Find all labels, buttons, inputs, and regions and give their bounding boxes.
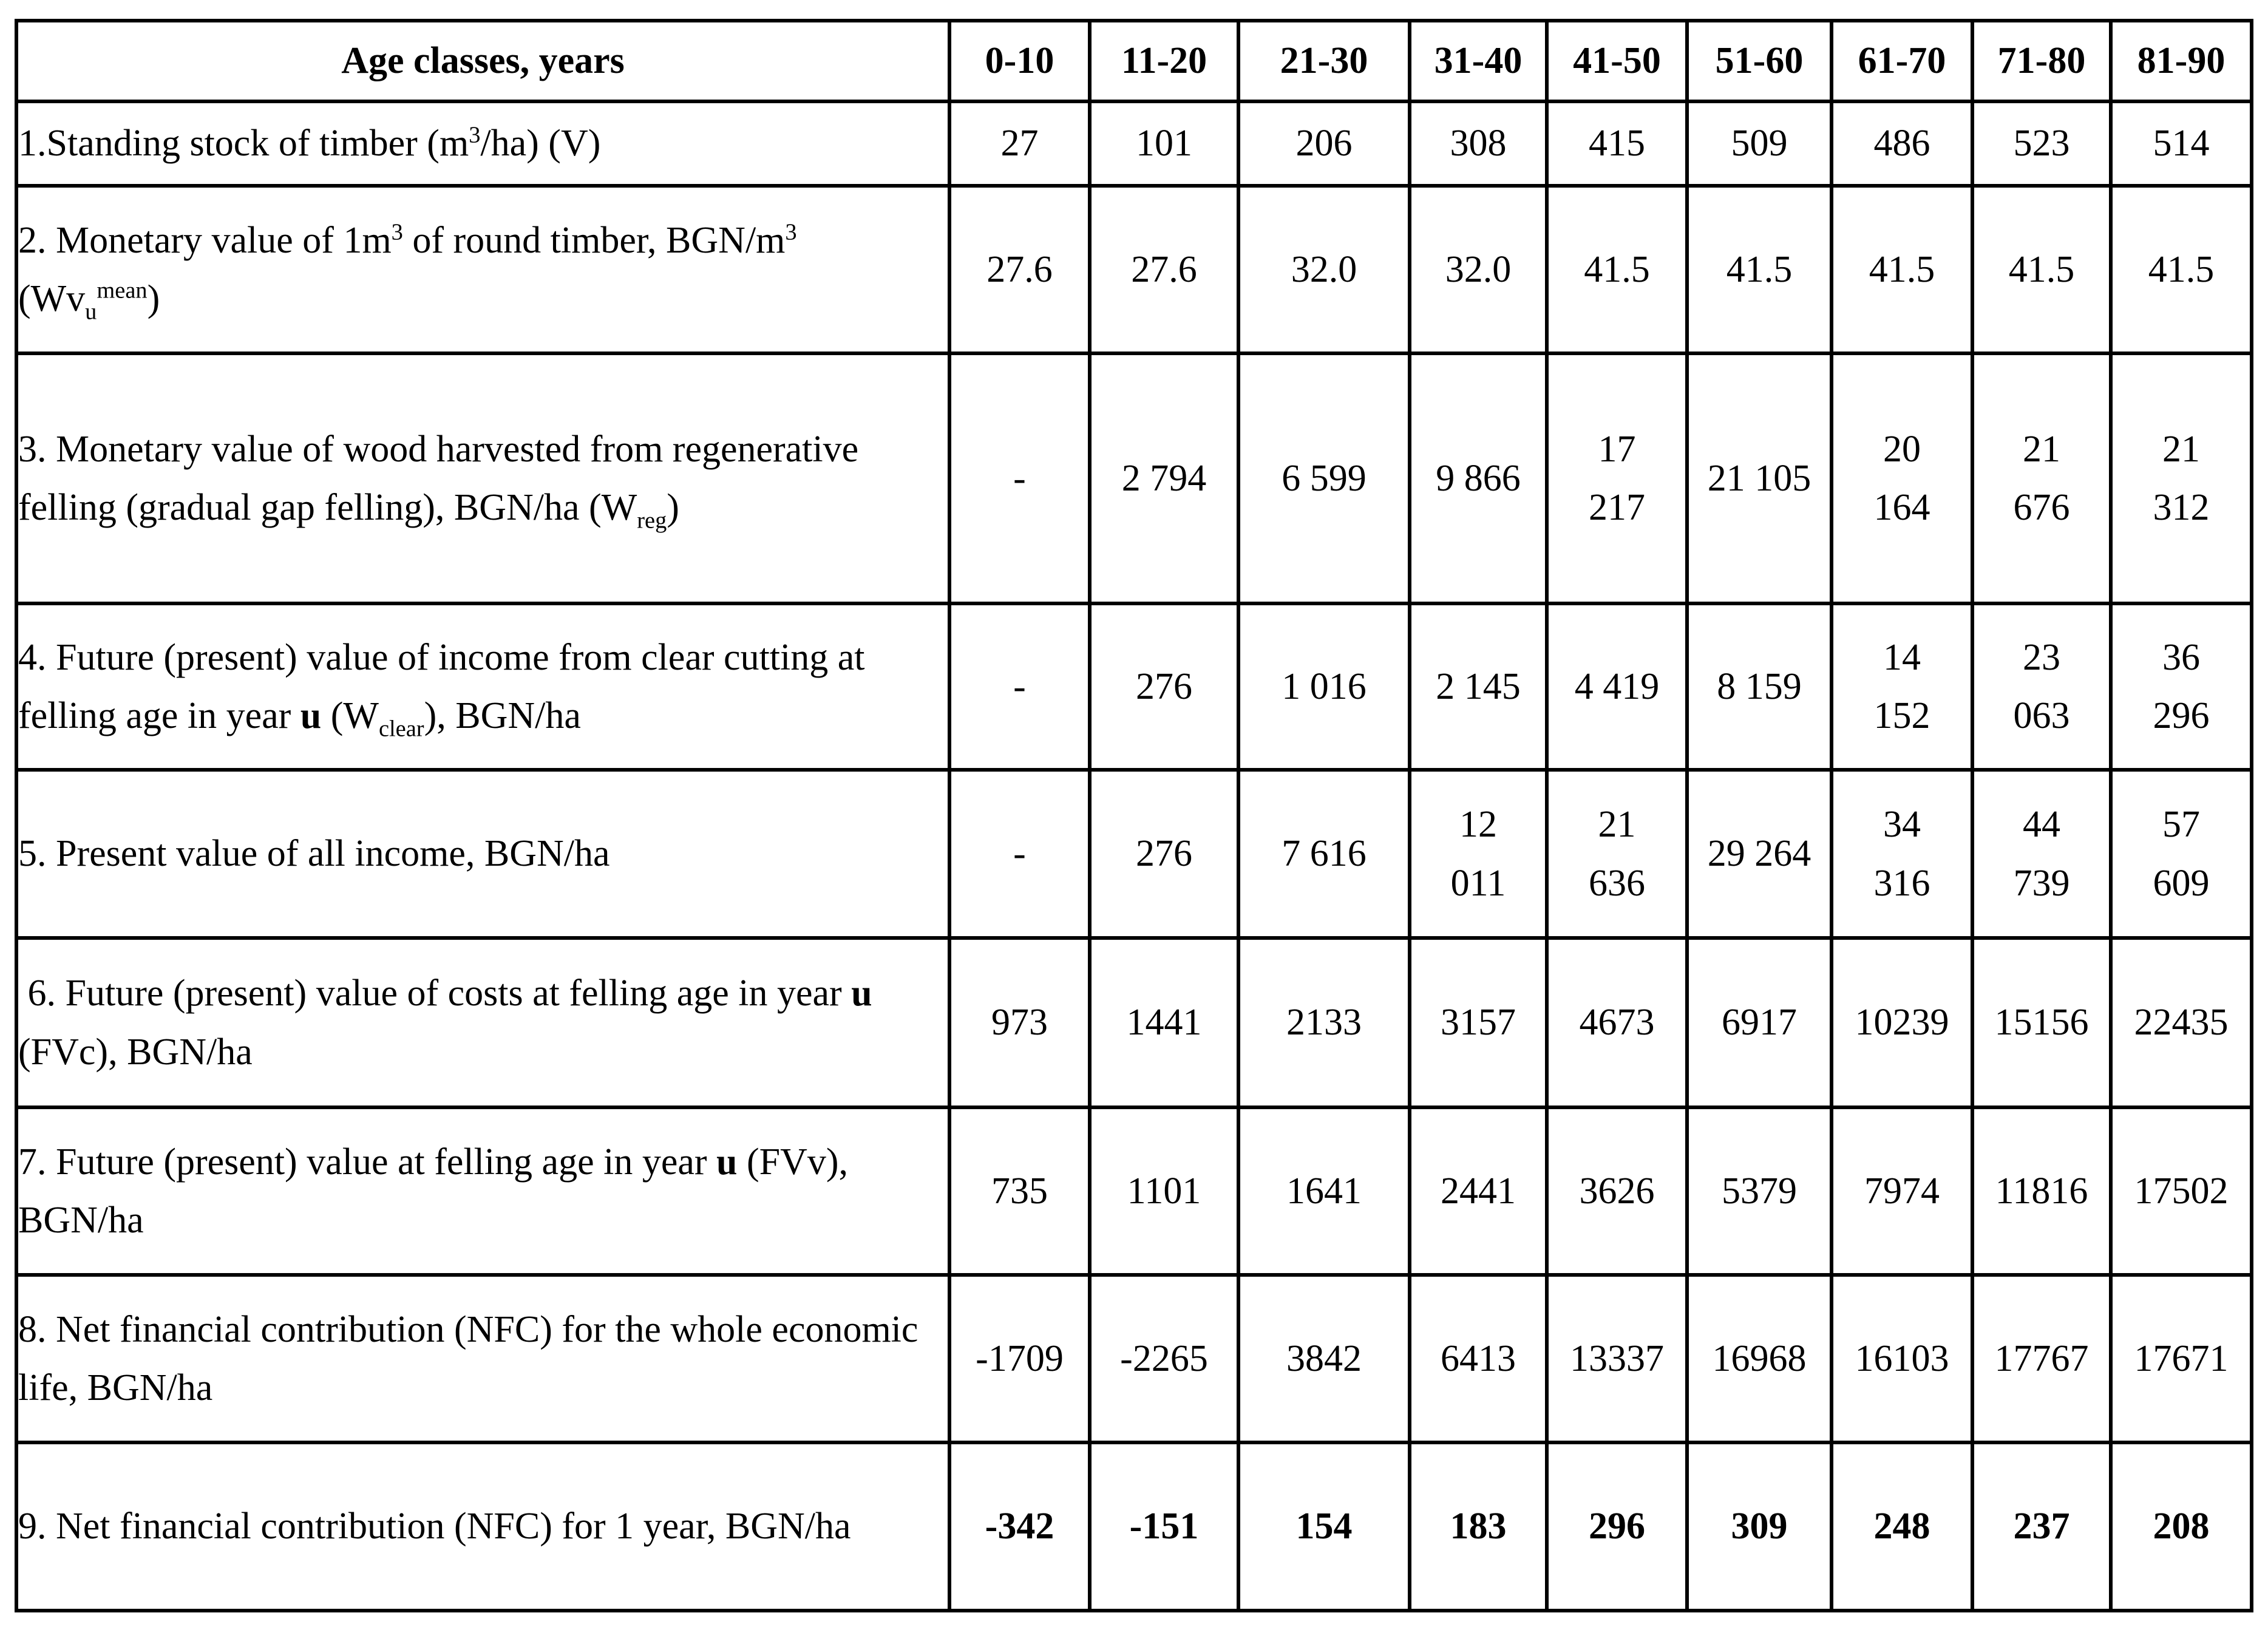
row-label: 2. Monetary value of $1m^3$ of round timber, BGN/$m^3$ $(Wv_u^{mean})$ <box>16 186 949 353</box>
cell: 5379 <box>1687 1107 1832 1275</box>
table-row-present-value-income <box>16 770 2252 938</box>
cell: 41.5 <box>1832 186 1972 353</box>
cell: 7 616 <box>1238 770 1410 938</box>
cell: 16968 <box>1687 1275 1832 1442</box>
cell: 523 <box>1972 101 2111 186</box>
cell: 276 <box>1090 603 1238 770</box>
row-label: 8. Net financial contribution (NFC) for the whole economic life, BGN/ha <box>16 1275 949 1442</box>
table-row-future-value-felling <box>16 1107 2252 1275</box>
cell: 12 011 <box>1410 770 1547 938</box>
row-label: 3. Monetary value of wood harvested from regenerative felling (gradual gap felling), BGN/ha $(W_{reg})$ <box>16 353 949 603</box>
cell: 208 <box>2111 1442 2252 1611</box>
cell: 27.6 <box>1090 186 1238 353</box>
cell: 509 <box>1687 101 1832 186</box>
cell: 1441 <box>1090 938 1238 1107</box>
cell: 29 264 <box>1687 770 1832 938</box>
cell: 36 296 <box>2111 603 2252 770</box>
header-col: 11-20 <box>1090 21 1238 101</box>
cell: 17 217 <box>1547 353 1687 603</box>
cell: 514 <box>2111 101 2252 186</box>
cell: 2133 <box>1238 938 1410 1107</box>
header-col: 71-80 <box>1972 21 2111 101</box>
cell: 41.5 <box>1547 186 1687 353</box>
table-row-monetary-value-m3 <box>16 186 2252 353</box>
cell: 4 419 <box>1547 603 1687 770</box>
cell: - <box>949 353 1090 603</box>
cell: 27 <box>949 101 1090 186</box>
cell: 15156 <box>1972 938 2111 1107</box>
cell: 1641 <box>1238 1107 1410 1275</box>
cell: 13337 <box>1547 1275 1687 1442</box>
table-row-standing-stock <box>16 101 2252 186</box>
cell: 4673 <box>1547 938 1687 1107</box>
table-row-nfc-whole-life <box>16 1275 2252 1442</box>
cell: -342 <box>949 1442 1090 1611</box>
table-row-clear-cutting-income <box>16 603 2252 770</box>
age-class-financial-table <box>15 19 2253 1612</box>
row-label: 1.Standing stock of timber $(m^3/ha)$ (V) <box>16 101 949 186</box>
row-label: 6. Future (present) value of costs at felling age in year u (FVc), BGN/ha <box>16 938 949 1107</box>
cell: 32.0 <box>1238 186 1410 353</box>
cell: 308 <box>1410 101 1547 186</box>
cell: 9 866 <box>1410 353 1547 603</box>
cell: 183 <box>1410 1442 1547 1611</box>
cell: 20 164 <box>1832 353 1972 603</box>
header-row <box>16 21 2252 101</box>
header-col: 21-30 <box>1238 21 1410 101</box>
cell: 3626 <box>1547 1107 1687 1275</box>
cell: 2 794 <box>1090 353 1238 603</box>
row-label: 7. Future (present) value at felling age in year u (FVv), BGN/ha <box>16 1107 949 1275</box>
cell: 41.5 <box>1687 186 1832 353</box>
header-col: 81-90 <box>2111 21 2252 101</box>
cell: 248 <box>1832 1442 1972 1611</box>
header-col: 0-10 <box>949 21 1090 101</box>
cell: 11816 <box>1972 1107 2111 1275</box>
cell: 206 <box>1238 101 1410 186</box>
row-label: 9. Net financial contribution (NFC) for 1 year, BGN/ha <box>16 1442 949 1611</box>
cell: 10239 <box>1832 938 1972 1107</box>
cell: 21 105 <box>1687 353 1832 603</box>
cell: 17671 <box>2111 1275 2252 1442</box>
cell: 23 063 <box>1972 603 2111 770</box>
cell: 17502 <box>2111 1107 2252 1275</box>
row-label: 5. Present value of all income, BGN/ha <box>16 770 949 938</box>
cell: 8 159 <box>1687 603 1832 770</box>
cell: - <box>949 770 1090 938</box>
cell: 276 <box>1090 770 1238 938</box>
cell: 7974 <box>1832 1107 1972 1275</box>
cell: -2265 <box>1090 1275 1238 1442</box>
cell: 16103 <box>1832 1275 1972 1442</box>
cell: -1709 <box>949 1275 1090 1442</box>
cell: 2 145 <box>1410 603 1547 770</box>
table-row-future-value-costs <box>16 938 2252 1107</box>
cell: 154 <box>1238 1442 1410 1611</box>
cell: 21 312 <box>2111 353 2252 603</box>
table-row-regenerative-felling <box>16 353 2252 603</box>
cell: 27.6 <box>949 186 1090 353</box>
cell: 32.0 <box>1410 186 1547 353</box>
cell: 6917 <box>1687 938 1832 1107</box>
cell: 1 016 <box>1238 603 1410 770</box>
cell: 1101 <box>1090 1107 1238 1275</box>
cell: 44 739 <box>1972 770 2111 938</box>
table-row-nfc-one-year <box>16 1442 2252 1611</box>
cell: 2441 <box>1410 1107 1547 1275</box>
cell: - <box>949 603 1090 770</box>
row-label: 4. Future (present) value of income from clear cutting at felling age in year u $(W_{clear})$, BGN/ha <box>16 603 949 770</box>
cell: 296 <box>1547 1442 1687 1611</box>
cell: 21 636 <box>1547 770 1687 938</box>
header-col: 61-70 <box>1832 21 1972 101</box>
cell: 41.5 <box>2111 186 2252 353</box>
header-col: 41-50 <box>1547 21 1687 101</box>
cell: -151 <box>1090 1442 1238 1611</box>
cell: 415 <box>1547 101 1687 186</box>
cell: 6413 <box>1410 1275 1547 1442</box>
cell: 6 599 <box>1238 353 1410 603</box>
cell: 14 152 <box>1832 603 1972 770</box>
cell: 57 609 <box>2111 770 2252 938</box>
header-col: 51-60 <box>1687 21 1832 101</box>
cell: 237 <box>1972 1442 2111 1611</box>
header-col: 31-40 <box>1410 21 1547 101</box>
header-age-classes: Age classes, years <box>16 21 949 101</box>
cell: 973 <box>949 938 1090 1107</box>
cell: 486 <box>1832 101 1972 186</box>
cell: 309 <box>1687 1442 1832 1611</box>
cell: 17767 <box>1972 1275 2111 1442</box>
cell: 22435 <box>2111 938 2252 1107</box>
cell: 3842 <box>1238 1275 1410 1442</box>
cell: 101 <box>1090 101 1238 186</box>
cell: 21 676 <box>1972 353 2111 603</box>
cell: 735 <box>949 1107 1090 1275</box>
cell: 41.5 <box>1972 186 2111 353</box>
cell: 3157 <box>1410 938 1547 1107</box>
cell: 34 316 <box>1832 770 1972 938</box>
